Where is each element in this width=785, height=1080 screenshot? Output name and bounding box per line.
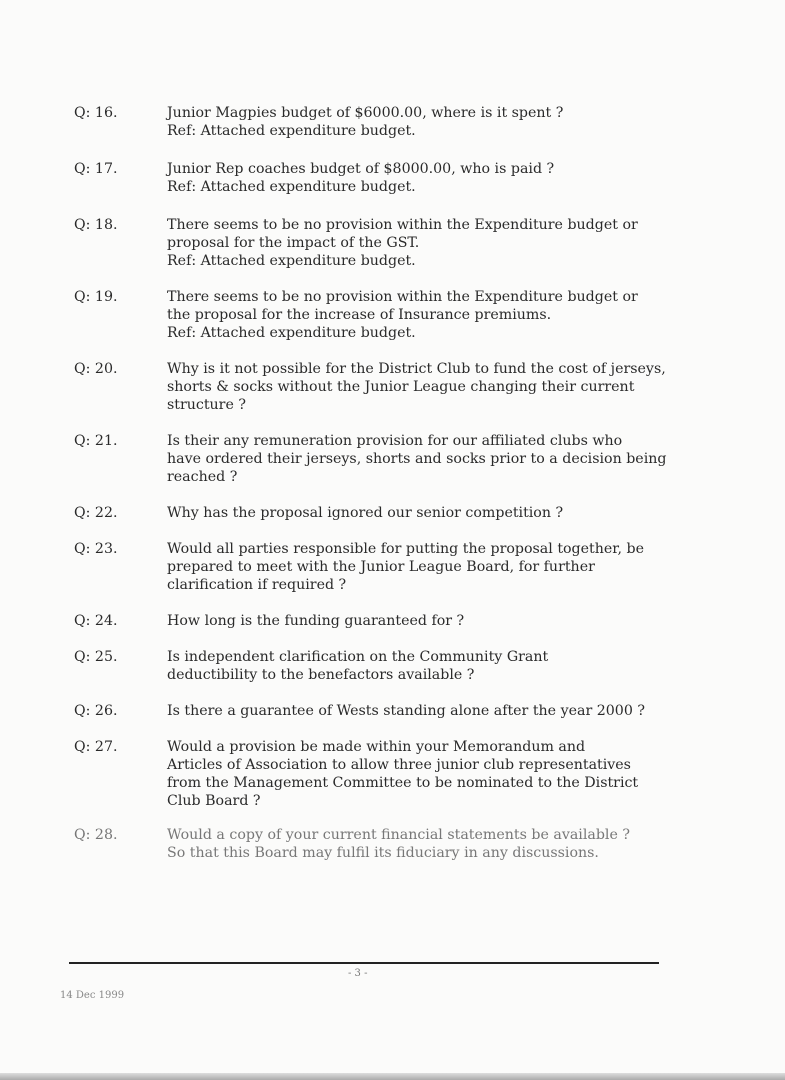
question-line: Would a provision be made within your Memorandum and	[167, 739, 586, 755]
question-line: Articles of Association to allow three junior club representatives	[167, 757, 631, 773]
question-line: Junior Magpies budget of $6000.00, where is it spent ?	[167, 105, 564, 121]
question-line: Ref: Attached expenditure budget.	[167, 253, 416, 269]
question-text	[167, 540, 667, 594]
question-number: Q: 19.	[74, 289, 118, 305]
scan-edge	[0, 1073, 785, 1080]
question-number: Q: 28.	[74, 827, 118, 843]
question-line: from the Management Committee to be nominated to the District	[167, 775, 639, 791]
question-line: Why is it not possible for the District Club to fund the cost of jerseys,	[167, 361, 666, 377]
question-text	[167, 826, 667, 862]
question-line: have ordered their jerseys, shorts and socks prior to a decision being	[167, 451, 667, 467]
question-item	[74, 540, 674, 594]
question-number: Q: 18.	[74, 217, 118, 233]
question-item	[74, 104, 674, 140]
question-item	[74, 648, 674, 684]
question-item	[74, 612, 674, 630]
question-line: Would a copy of your current financial statements be available ?	[167, 827, 630, 843]
question-item	[74, 360, 674, 414]
page-number: - 3 -	[348, 968, 368, 979]
question-text	[167, 432, 667, 486]
question-line: Ref: Attached expenditure budget.	[167, 325, 416, 341]
question-line: Club Board ?	[167, 793, 261, 809]
question-text	[167, 104, 667, 140]
question-text	[167, 612, 667, 630]
question-line: Ref: Attached expenditure budget.	[167, 179, 416, 195]
question-line: There seems to be no provision within the Expenditure budget or	[167, 289, 638, 305]
question-line: proposal for the impact of the GST.	[167, 235, 420, 251]
question-item	[74, 432, 674, 486]
question-item	[74, 160, 674, 196]
question-item	[74, 702, 674, 720]
question-item	[74, 504, 674, 522]
question-text	[167, 738, 667, 810]
question-line: Ref: Attached expenditure budget.	[167, 123, 416, 139]
question-line: Would all parties responsible for putting the proposal together, be	[167, 541, 644, 557]
question-line: clarification if required ?	[167, 577, 347, 593]
question-text	[167, 504, 667, 522]
question-text	[167, 216, 667, 270]
question-number: Q: 22.	[74, 505, 118, 521]
question-text	[167, 160, 667, 196]
question-text	[167, 648, 667, 684]
question-number: Q: 26.	[74, 703, 118, 719]
question-item	[74, 288, 674, 342]
question-line: There seems to be no provision within the Expenditure budget or	[167, 217, 638, 233]
question-line: Is independent clarification on the Community Grant	[167, 649, 549, 665]
question-number: Q: 20.	[74, 361, 118, 377]
question-number: Q: 25.	[74, 649, 118, 665]
question-text	[167, 702, 667, 720]
question-line: deductibility to the benefactors available ?	[167, 667, 475, 683]
question-line: structure ?	[167, 397, 246, 413]
question-text	[167, 288, 667, 342]
question-text	[167, 360, 667, 414]
question-line: reached ?	[167, 469, 238, 485]
question-item	[74, 826, 674, 862]
question-line: shorts & socks without the Junior League changing their current	[167, 379, 635, 395]
footer-date: 14 Dec 1999	[60, 990, 125, 1001]
question-number: Q: 21.	[74, 433, 118, 449]
question-number: Q: 24.	[74, 613, 118, 629]
question-line: How long is the funding guaranteed for ?	[167, 613, 465, 629]
question-line: Why has the proposal ignored our senior competition ?	[167, 505, 564, 521]
question-number: Q: 23.	[74, 541, 118, 557]
footer-rule	[69, 962, 659, 964]
question-line: Junior Rep coaches budget of $8000.00, who is paid ?	[167, 161, 555, 177]
question-item	[74, 738, 674, 810]
question-item	[74, 216, 674, 270]
question-number: Q: 17.	[74, 161, 118, 177]
question-line: prepared to meet with the Junior League Board, for further	[167, 559, 595, 575]
question-number: Q: 27.	[74, 739, 118, 755]
question-line: the proposal for the increase of Insurance premiums.	[167, 307, 552, 323]
question-number: Q: 16.	[74, 105, 118, 121]
question-line: Is their any remuneration provision for our affiliated clubs who	[167, 433, 623, 449]
question-line: Is there a guarantee of Wests standing alone after the year 2000 ?	[167, 703, 645, 719]
question-line: So that this Board may fulfil its fiduciary in any discussions.	[167, 845, 599, 861]
